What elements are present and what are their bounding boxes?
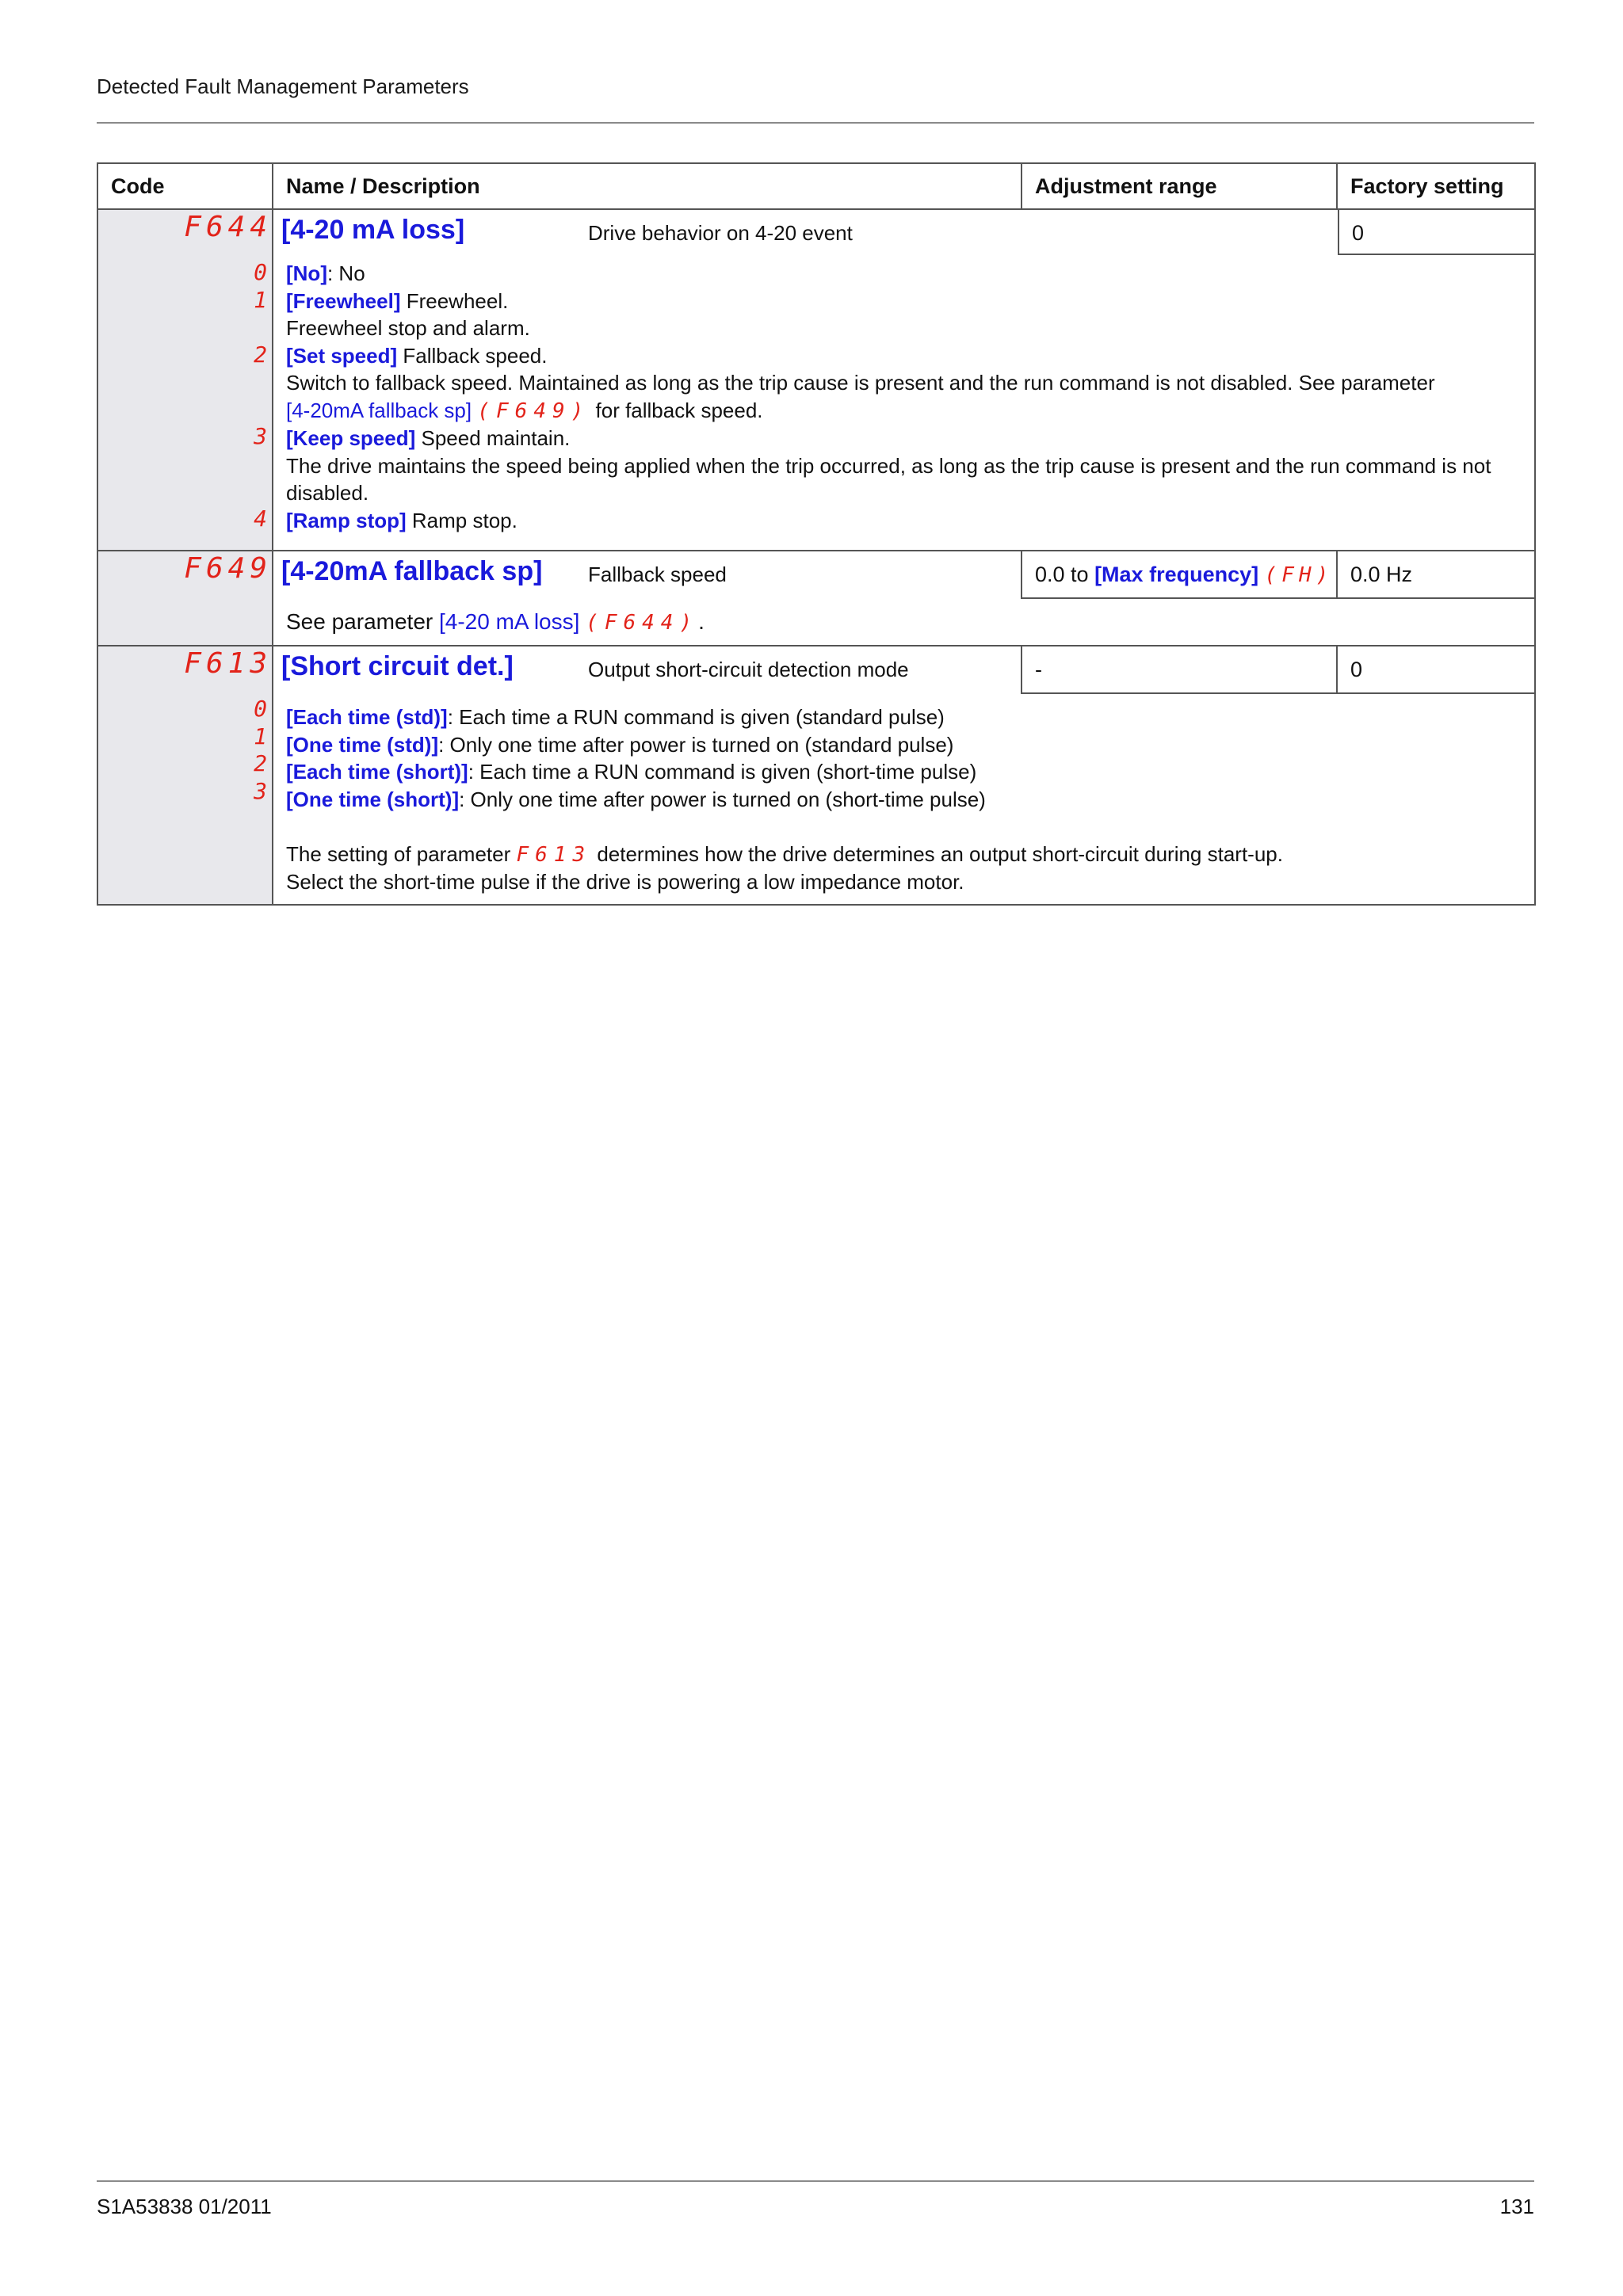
header-rule (97, 122, 1534, 124)
parameter-name: [4-20 mA loss] (281, 215, 465, 245)
value-code: 2 (254, 341, 272, 368)
table-row (97, 209, 1535, 551)
factory-setting: 0 (1338, 646, 1534, 694)
option-label: [Each time (short)] (286, 760, 468, 784)
option-label: [Freewheel] (286, 288, 401, 313)
col-header-range: Adjustment range (1021, 164, 1338, 208)
parameter-code-ref: F613 (516, 842, 592, 867)
option-label: [Set speed] (286, 343, 398, 368)
value-code: 0 (254, 696, 272, 722)
parameter-short-description: Output short-circuit detection mode (588, 658, 909, 681)
factory-setting: 0 (1338, 210, 1534, 255)
adjustment-range: - (1021, 646, 1338, 694)
footer-doc-reference: S1A53838 01/2011 (97, 2195, 272, 2218)
parameter-code: F644 (184, 211, 272, 243)
page-header-title: Detected Fault Management Parameters (97, 74, 469, 98)
parameter-name: [Short circuit det.] (281, 651, 514, 681)
value-code: 2 (254, 750, 272, 776)
parameter-link[interactable]: [Max frequency] (1094, 563, 1259, 586)
value-code: 3 (254, 423, 272, 449)
value-code: 1 (254, 723, 272, 749)
option-label: [Ramp stop] (286, 508, 407, 532)
parameter-link[interactable]: [4-20mA fallback sp] (286, 398, 472, 422)
code-cell (97, 209, 273, 551)
option-label: [One time (std)] (286, 732, 439, 757)
option-label: [One time (short)] (286, 787, 460, 811)
value-code: 4 (254, 505, 272, 532)
value-code: 1 (254, 286, 272, 313)
parameter-short-description: Drive behavior on 4-20 event (588, 221, 853, 245)
adjustment-range: 0.0 to [Max frequency] (FH) (1021, 551, 1338, 599)
table-row (97, 646, 1535, 905)
parameter-table (97, 162, 1536, 906)
col-header-name: Name / Description (286, 174, 480, 198)
parameter-name: [4-20mA fallback sp] (281, 556, 543, 586)
parameter-short-description: Fallback speed (588, 563, 727, 586)
option-label: [Keep speed] (286, 426, 416, 450)
parameter-code-ref: (FH) (1264, 563, 1334, 587)
parameter-description: [Each time (std)]: Each time a RUN command is given (standard pulse) [One time (std)]: Only one time after power is turned on (standard pulse) [Each time (short)]: Each time a RUN command is given (short-time pulse) [One time (short)]: Only one time after power is turned on (short-time pulse) The setting of parameter F613 determines how the drive determines an output short-circuit during start-up. Select the short-time pulse if the drive is powering a low impedance motor. (286, 705, 1283, 894)
col-header-factory: Factory setting (1350, 174, 1504, 198)
code-cell (97, 646, 273, 905)
col-header-code: Code (97, 163, 273, 209)
parameter-code: F613 (184, 647, 272, 680)
table-row (97, 551, 1535, 646)
parameter-code: F649 (184, 552, 272, 585)
parameter-code-ref: (F649) (477, 399, 590, 423)
value-code: 0 (254, 259, 272, 285)
code-cell (97, 551, 273, 646)
parameter-link[interactable]: [4-20 mA loss] (439, 609, 580, 634)
factory-setting: 0.0 Hz (1338, 551, 1534, 599)
page-number: 131 (1499, 2195, 1534, 2218)
footer-rule (97, 2180, 1534, 2182)
table-header-row (97, 163, 1535, 209)
parameter-description: See parameter [4-20 mA loss] (F644). (286, 609, 705, 635)
option-label: [No] (286, 261, 327, 285)
parameter-description: [No]: No [Freewheel] Freewheel. Freewheel stop and alarm. [Set speed] Fallback speed. Switch to fallback speed. Maintained as long as the trip cause is present and the run command is not disabled. See parameter [4-20mA fallback sp] (F649) for fallback speed. [Keep speed] Speed maintain. The drive maintains the speed being applied when the trip occurred, as long as the trip cause is present and the run command is not disabled. [Ramp stop] Ramp stop. (286, 261, 1491, 532)
parameter-code-ref: (F644) (586, 611, 699, 635)
value-code: 3 (254, 777, 272, 804)
option-label: [Each time (std)] (286, 705, 448, 729)
